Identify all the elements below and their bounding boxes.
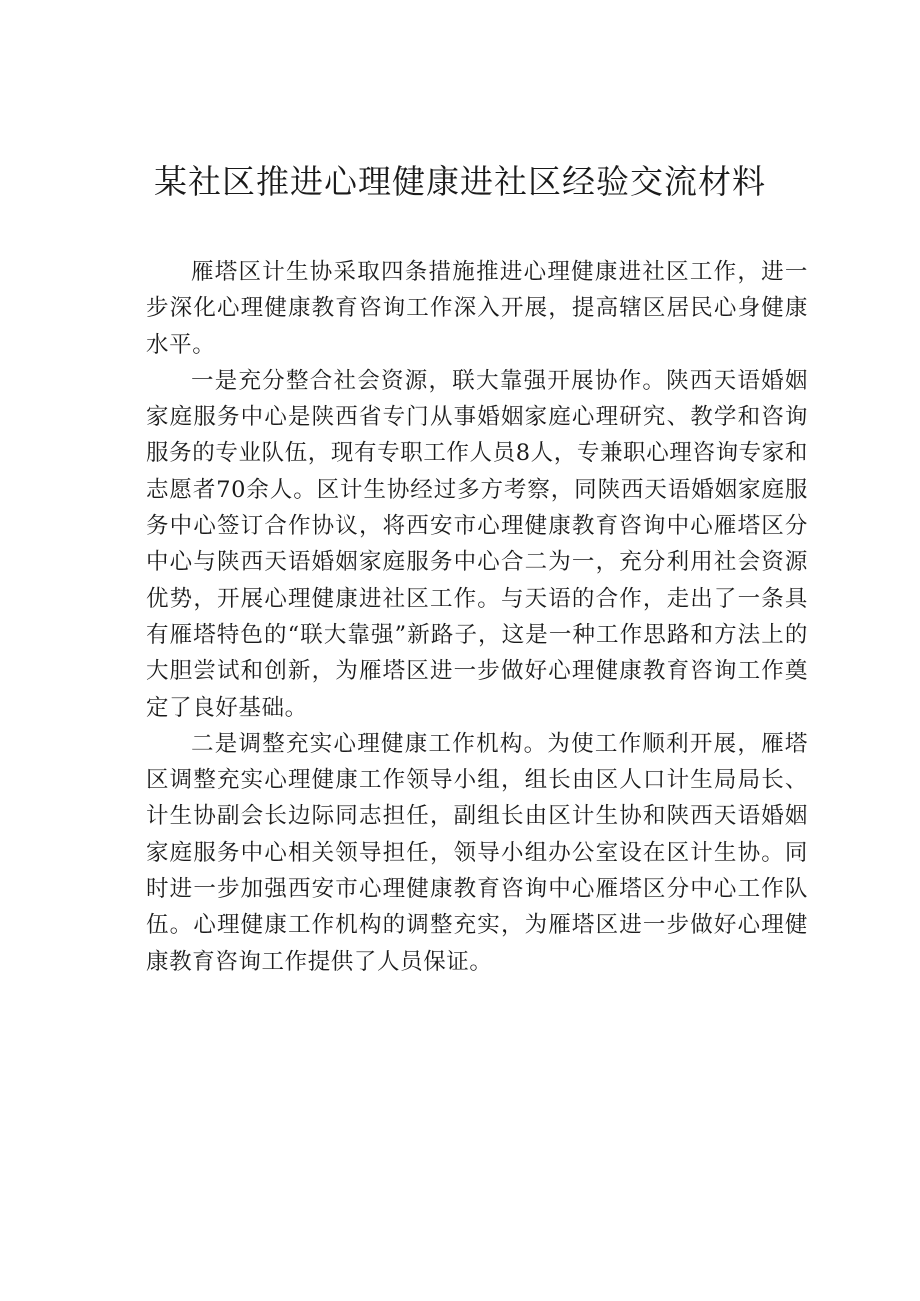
document-title: 某社区推进心理健康进社区经验交流材料 (154, 162, 766, 201)
document-body (146, 254, 808, 980)
paragraph-measure-one: 一是充分整合社会资源，联大靠强开展协作。陕西天语婚姻家庭服务中心是陕西省专门从事婚姻家庭心理研究、教学和咨询服务的专业队伍，现有专职工作人员8人，专兼职心理咨询专家和志愿者70余人。区计生协经过多方考察，同陕西天语婚姻家庭服务中心签订合作协议，将西安市心理健康教育咨询中心雁塔区分中心与陕西天语婚姻家庭服务中心合二为一，充分利用社会资源优势，开展心理健康进社区工作。与天语的合作，走出了一条具有雁塔特色的“联大靠强”新路子，这是一种工作思路和方法上的大胆尝试和创新，为雁塔区进一步做好心理健康教育咨询工作奠定了良好基础。 (146, 367, 808, 721)
paragraph-intro: 雁塔区计生协采取四条措施推进心理健康进社区工作，进一步深化心理健康教育咨询工作深入开展，提高辖区居民心身健康水平。 (146, 259, 808, 358)
paragraph-measure-two: 二是调整充实心理健康工作机构。为使工作顺利开展，雁塔区调整充实心理健康工作领导小组，组长由区人口计生局局长、计生协副会长边际同志担任，副组长由区计生协和陕西天语婚姻家庭服务中心相关领导担任，领导小组办公室设在区计生协。同时进一步加强西安市心理健康教育咨询中心雁塔区分中心工作队伍。心理健康工作机构的调整充实，为雁塔区进一步做好心理健康教育咨询工作提供了人员保证。 (146, 730, 808, 975)
